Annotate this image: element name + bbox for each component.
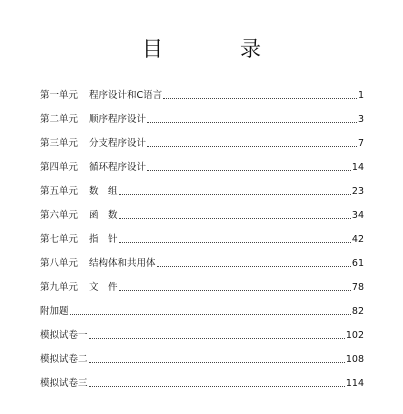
toc-page-number: 34: [351, 210, 364, 221]
dot-leader: [147, 170, 351, 171]
toc-unit: 模拟试卷三: [40, 378, 88, 389]
toc-label: 指 针: [89, 234, 118, 245]
dot-leader: [119, 242, 351, 243]
dot-leader: [147, 146, 357, 147]
toc-label: 函 数: [89, 210, 118, 221]
toc-entry: [40, 112, 364, 126]
toc-unit: 附加题: [40, 306, 69, 317]
toc-page-number: 1: [357, 90, 364, 101]
toc-entry: [40, 352, 364, 366]
toc-page-number: 82: [351, 306, 364, 317]
toc-entry: [40, 88, 364, 102]
toc-unit: 第六单元: [40, 210, 79, 221]
toc-title: 目 录: [142, 37, 289, 61]
toc-entry: [40, 328, 364, 342]
toc-page-number: 42: [351, 234, 364, 245]
toc-label: 数 组: [89, 186, 118, 197]
dot-leader: [119, 218, 351, 219]
toc-entry: [40, 184, 364, 198]
dot-leader: [89, 386, 345, 387]
toc-entry: [40, 256, 364, 270]
toc-page-number: 3: [357, 114, 364, 125]
toc-entry: [40, 376, 364, 390]
toc-page-number: 61: [351, 258, 364, 269]
toc-page-number: 114: [345, 378, 364, 389]
dot-leader: [89, 338, 345, 339]
dot-leader: [89, 362, 345, 363]
toc-label: 循环程序设计: [89, 162, 147, 173]
toc-unit: 第七单元: [40, 234, 79, 245]
dot-leader: [147, 122, 357, 123]
toc-unit: 模拟试卷一: [40, 330, 88, 341]
toc-unit: 第四单元: [40, 162, 79, 173]
toc-unit: 第八单元: [40, 258, 79, 269]
dot-leader: [70, 314, 351, 315]
toc-page-number: 78: [351, 282, 364, 293]
toc-label: 分支程序设计: [89, 138, 147, 149]
toc-page-number: 108: [345, 354, 364, 365]
dot-leader: [163, 98, 357, 99]
dot-leader: [119, 194, 351, 195]
toc-entry: [40, 280, 364, 294]
toc-entry: [40, 232, 364, 246]
toc-unit: 第二单元: [40, 114, 79, 125]
toc-page-number: 14: [351, 162, 364, 173]
dot-leader: [157, 266, 351, 267]
toc-entry: [40, 136, 364, 150]
toc-page-number: 7: [357, 138, 364, 149]
toc-entry: [40, 208, 364, 222]
toc-label: 文 件: [89, 282, 118, 293]
toc-page-number: 23: [351, 186, 364, 197]
toc-entry: [40, 304, 364, 318]
toc-page-number: 102: [345, 330, 364, 341]
toc-unit: 第九单元: [40, 282, 79, 293]
dot-leader: [119, 290, 351, 291]
toc-label: 结构体和共用体: [89, 258, 156, 269]
toc-unit: 第一单元: [40, 90, 79, 101]
toc-unit: 第三单元: [40, 138, 79, 149]
toc-label: 顺序程序设计: [89, 114, 147, 125]
toc-label: 程序设计和C语言: [89, 90, 163, 101]
toc-entry: [40, 160, 364, 174]
toc-unit: 模拟试卷二: [40, 354, 88, 365]
toc-unit: 第五单元: [40, 186, 79, 197]
